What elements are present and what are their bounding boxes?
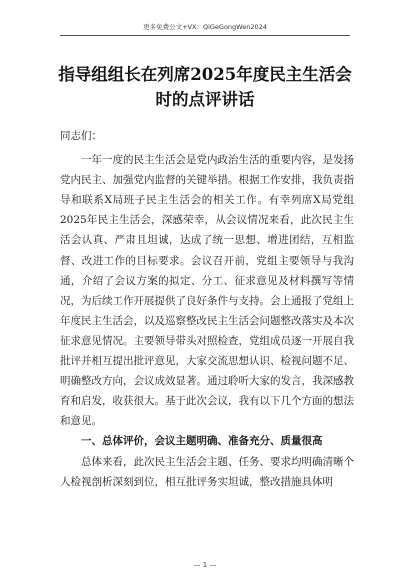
body-paragraph: 一年一度的民主生活会是党内政治生活的重要内容，是发扬党内民主、加强党内监督的关键举措。根据工作安排，我负责指导和联系X局班子民主生活会的相关工作。有幸列席X局党组2025年民主生活会，深感荣幸，从会议情况来看，此次民主生活会认真、严肃且坦诚，达成了统一思想、增进团结，互相监督、改进工作的目标要求。会议召开前，党组主要领导与我沟通，介绍了会议方案的拟定、分工、征求意见及材料撰写等情况，为后续工作开展提供了良好条件与支持。会上通报了党组上年度民主生活会，以及巡察整改民主生活会问题整改落实及本次征求意见情况。主要领导带头对照检查，党组成员逐一开展自我批评并相互提出批评意见，大家交流思想认识、检视问题不足、明确整改方向，会议成效显著。通过聆听大家的发言，我深感教育和启发，收获很大。基于此次会议，我有以下几个方面的想法和意见。 xyxy=(60,154,354,428)
section-paragraph: 总体来看，此次民主生活会主题、任务、要求均明确清晰个人检视剖析深刻到位，相互批评务实坦诚，整改措施具体明 xyxy=(60,455,354,488)
header-divider xyxy=(60,35,350,36)
salutation: 同志们： xyxy=(60,130,102,142)
document-body xyxy=(60,126,354,492)
title-line-1: 指导组组长在列席2025年度民主生活会 xyxy=(58,65,352,84)
title-line-2: 时的点评讲话 xyxy=(155,90,255,109)
page-number: — 1 — xyxy=(193,561,217,569)
section-heading: 一、总体评价，会议主题明确、准备充分、质量很高 xyxy=(81,435,323,448)
page-header: 更多免费公文+VX：QiGeGongWen2024 xyxy=(143,23,267,31)
document-title xyxy=(30,62,380,112)
